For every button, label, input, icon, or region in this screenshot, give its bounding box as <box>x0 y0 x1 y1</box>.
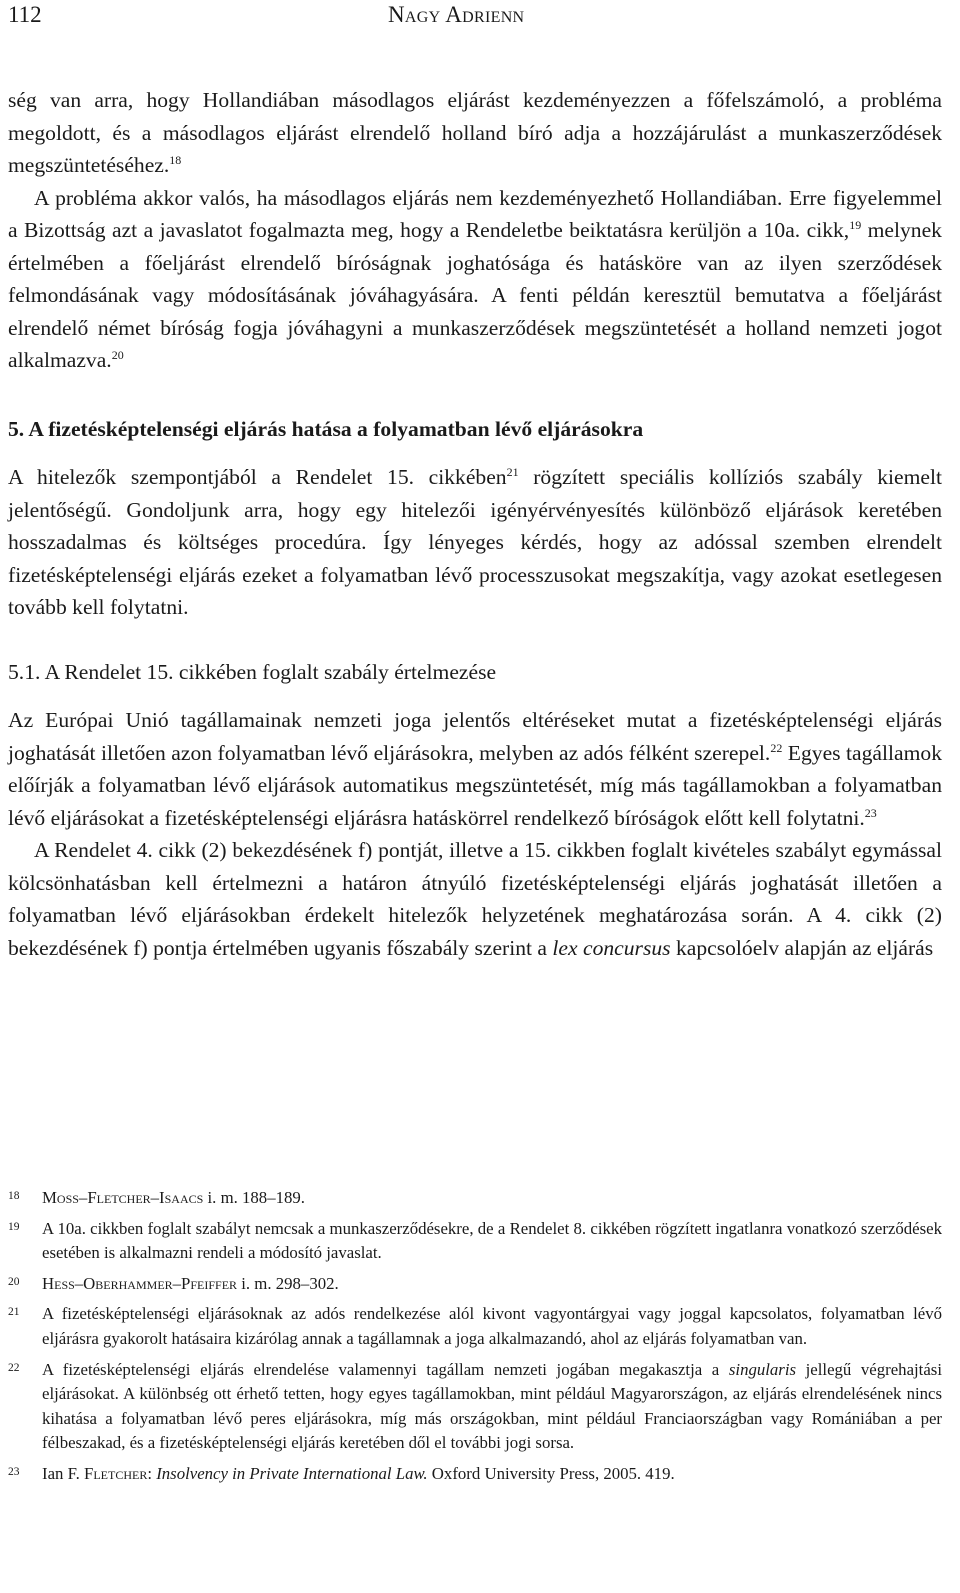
page-header <box>8 0 944 40</box>
footnote-number: 18 <box>8 1190 20 1202</box>
footnote-23: 23 Ian F. Fletcher: Insolvency in Private International Law. Oxford University Press, 2005. 419. <box>8 1462 942 1487</box>
footnote-22: 22 A fizetésképtelenségi eljárás elrendelése valamennyi tagállam nemzeti jogában megakasztja a singularis jellegű végrehajtási eljárásokat. A különbség ott érhető tetten, hogy egyes tagállamokban, mint például Magyarországon, az eljárás elrendelésének nincs kihatása a folyamatban lévő peres eljárásokra, míg más országokban, mint például Franciaországban vagy Romániában a per félbeszakad, és a fizetésképtelenségi eljárás keretében dől el további jogi sorsa. <box>8 1358 942 1456</box>
paragraph: A hitelezők szempontjából a Rendelet 15. cikkében$^{21}$ rögzített speciális kollíziós szabály kiemelt jelentőségű. Gondoljunk arra, hogy egy hitelezői igényérvényesítés különböző eljárások keretében hosszadalmas és költséges procedúra. Így lényeges kérdés, hogy az adóssal szemben elrendelt fizetésképtelenségi eljárás ezeket a folyamatban lévő processzusokat megszakítja, vagy azokat esetlegesen tovább kell folytatni. <box>8 464 942 619</box>
paragraph: ség van arra, hogy Hollandiában másodlagos eljárást kezdeményezzen a főfelszámoló, a probléma megoldott, és a másodlagos eljárást elrendelő holland bíró adja a hozzájárulást a munkaszerződések megszüntetéséhez.$^{18}$ <box>8 88 942 177</box>
page-number: 112 <box>8 2 42 27</box>
footnote-ref[interactable]: 20 <box>111 347 124 362</box>
footnote-21: 21 A fizetésképtelenségi eljárásoknak az adós rendelkezése alól kivont vagyontárgyai vagy joggal kapcsolatos, folyamatban lévő eljárásra gyakorolt hatásaira kizárólag annak a tagállamnak a joga alkalmazandó, ahol az eljárás folyamatban van. <box>8 1302 942 1351</box>
footnote-authors: Moss–Fletcher–Isaacs <box>42 1188 204 1207</box>
footnote-20: 20 Hess–Oberhammer–Pfeiffer i. m. 298–302. <box>8 1272 942 1297</box>
footnote-19: 19 A 10a. cikkben foglalt szabályt nemcsak a munkaszerződésekre, de a Rendelet 8. cikkében rögzített ingatlanra vonatkozó szerződések esetében is alkalmazni rendeli a módosító javaslat. <box>8 1217 942 1266</box>
main-text <box>8 84 942 964</box>
section-heading: 5. A fizetésképtelenségi eljárás hatása a folyamatban lévő eljárásokra <box>8 416 644 441</box>
footnote-number: 22 <box>8 1361 20 1374</box>
footnote-number: 21 <box>8 1306 20 1319</box>
footnote-ref[interactable]: 19 <box>849 217 862 232</box>
footnote-ref[interactable]: 23 <box>864 805 877 820</box>
footnote-ref[interactable]: 18 <box>169 152 182 167</box>
paragraph: Az Európai Unió tagállamainak nemzeti joga jelentős eltéréseket mutat a fizetésképtelenségi eljárás joghatását illetően azon folyamatban lévő eljárásokra, melyben az adós félként szerepel.$^{22}$ Egyes tagállamok előírják a folyamatban lévő eljárások automatikus megszüntetését, míg más tagállamokban a folyamatban lévő eljárásokat a fizetésképtelenségi eljárásra hatáskörrel rendelkező bíróságok előtt kell folytatni.$^{23}$ <box>8 708 942 830</box>
paragraph: A probléma akkor valós, ha másodlagos eljárás nem kezdeményezhető Hollandiában. Erre figyelemmel a Bizottság azt a javaslatot fogalmazta meg, hogy a Rendeletbe beiktatásra kerüljön a 10a. cikk,$^{19}$ melynek értelmében a főeljárást elrendelő bíróságnak joghatósága és hatásköre van az ilyen szerződések felmondásának vagy módosításának jóváhagyására. A fenti példán keresztül bemutatva a főeljárást elrendelő német bíróság fogja jóváhagyni a munkaszerződések megszüntetését a holland nemzeti jogot alkalmazva.$^{20}$ <box>8 185 942 372</box>
footnote-ref[interactable]: 21 <box>506 464 519 479</box>
footnotes <box>8 1186 942 1493</box>
running-head-author: Nagy Adrienn <box>388 2 525 27</box>
footnote-number: 20 <box>8 1275 20 1288</box>
book-title: Insolvency in Private International Law. <box>156 1463 428 1483</box>
subsection-heading: 5.1. A Rendelet 15. cikkében foglalt szabály értelmezése <box>8 659 497 684</box>
footnote-authors: Fletcher <box>84 1463 148 1483</box>
footnote-number: 19 <box>8 1220 20 1233</box>
footnote-ref[interactable]: 22 <box>770 740 783 755</box>
paragraph: A Rendelet 4. cikk (2) bekezdésének f) pontját, illetve a 15. cikkben foglalt kivételes szabályt egymással kölcsönhatásban kell értelmezni a határon átnyúló fizetésképtelenségi eljárás joghatását illetően a folyamatban lévő eljárásokban érdekelt hitelezők helyzetének meghatározása során. A 4. cikk (2) bekezdésének f) pontja értelmében ugyanis főszabály szerint a lex concursus kapcsolóelv alapján az eljárás <box>8 838 942 960</box>
footnote-number: 23 <box>8 1465 20 1478</box>
footnote-18: 18 Moss–Fletcher–Isaacs i. m. 188–189. <box>8 1186 942 1211</box>
footnote-authors: Hess–Oberhammer–Pfeiffer <box>42 1273 238 1293</box>
